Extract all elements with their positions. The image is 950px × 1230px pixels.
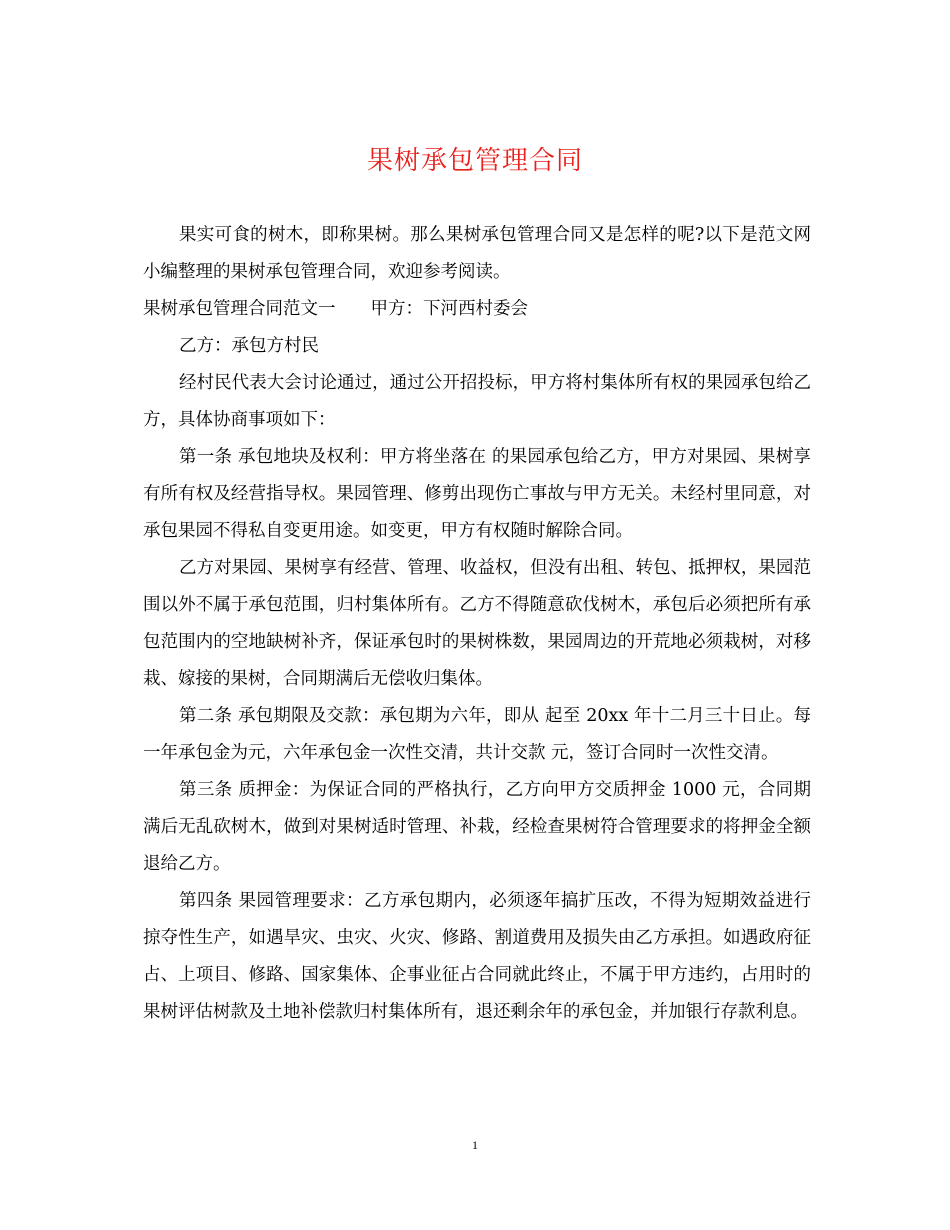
document-title: 果树承包管理合同: [366, 146, 583, 176]
article-2-paragraph: 第二条 承包期限及交款：承包期为六年，即从 起至 20xx 年十二月三十日止。每一年承包金为元，六年承包金一次性交清，共计交款 元，签订合同时一次性交清。: [143, 706, 811, 763]
article-3-paragraph: 第三条 质押金：为保证合同的严格执行，乙方向甲方交质押金 1000 元，合同期满后无乱砍树木，做到对果树适时管理、补栽，经检查果树符合管理要求的将押金全额退给乙方。: [143, 780, 811, 874]
article-1-paragraph: 第一条 承包地块及权利：甲方将坐落在 的果园承包给乙方，甲方对果园、果树享有所有权及经营指导权。果园管理、修剪出现伤亡事故与甲方无关。未经村里同意，对承包果园不得私自变更用途。如变更，甲方有权随时解除合同。: [143, 447, 811, 541]
party-b-line: 乙方：承包方村民: [179, 336, 319, 356]
contract-header-line: 果树承包管理合同范文一 甲方：下河西村委会: [143, 299, 528, 319]
article-1-rights-paragraph: 乙方对果园、果树享有经营、管理、收益权，但没有出租、转包、抵押权，果园范围以外不属于承包范围，归村集体所有。乙方不得随意砍伐树木，承包后必须把所有承包范围内的空地缺树补齐，保证承包时的果树株数，果园周边的开荒地必须栽树，对移栽、嫁接的果树，合同期满后无偿收归集体。: [143, 558, 811, 689]
preamble-paragraph: 经村民代表大会讨论通过，通过公开招投标，甲方将村集体所有权的果园承包给乙方，具体协商事项如下：: [143, 373, 811, 430]
article-4-paragraph: 第四条 果园管理要求：乙方承包期内，必须逐年搞扩压改，不得为短期效益进行掠夺性生产，如遇旱灾、虫灾、火灾、修路、割道费用及损失由乙方承担。如遇政府征占、上项目、修路、国家集体、企事业征占合同就此终止，不属于甲方违约，占用时的果树评估树款及土地补偿款归村集体所有，退还剩余年的承包金，并加银行存款利息。: [143, 891, 811, 1022]
page-number: 1: [472, 1138, 478, 1152]
intro-paragraph: 果实可食的树木，即称果树。那么果树承包管理合同又是怎样的呢?以下是范文网小编整理的果树承包管理合同，欢迎参考阅读。: [143, 225, 811, 282]
document-body: [143, 217, 811, 1031]
